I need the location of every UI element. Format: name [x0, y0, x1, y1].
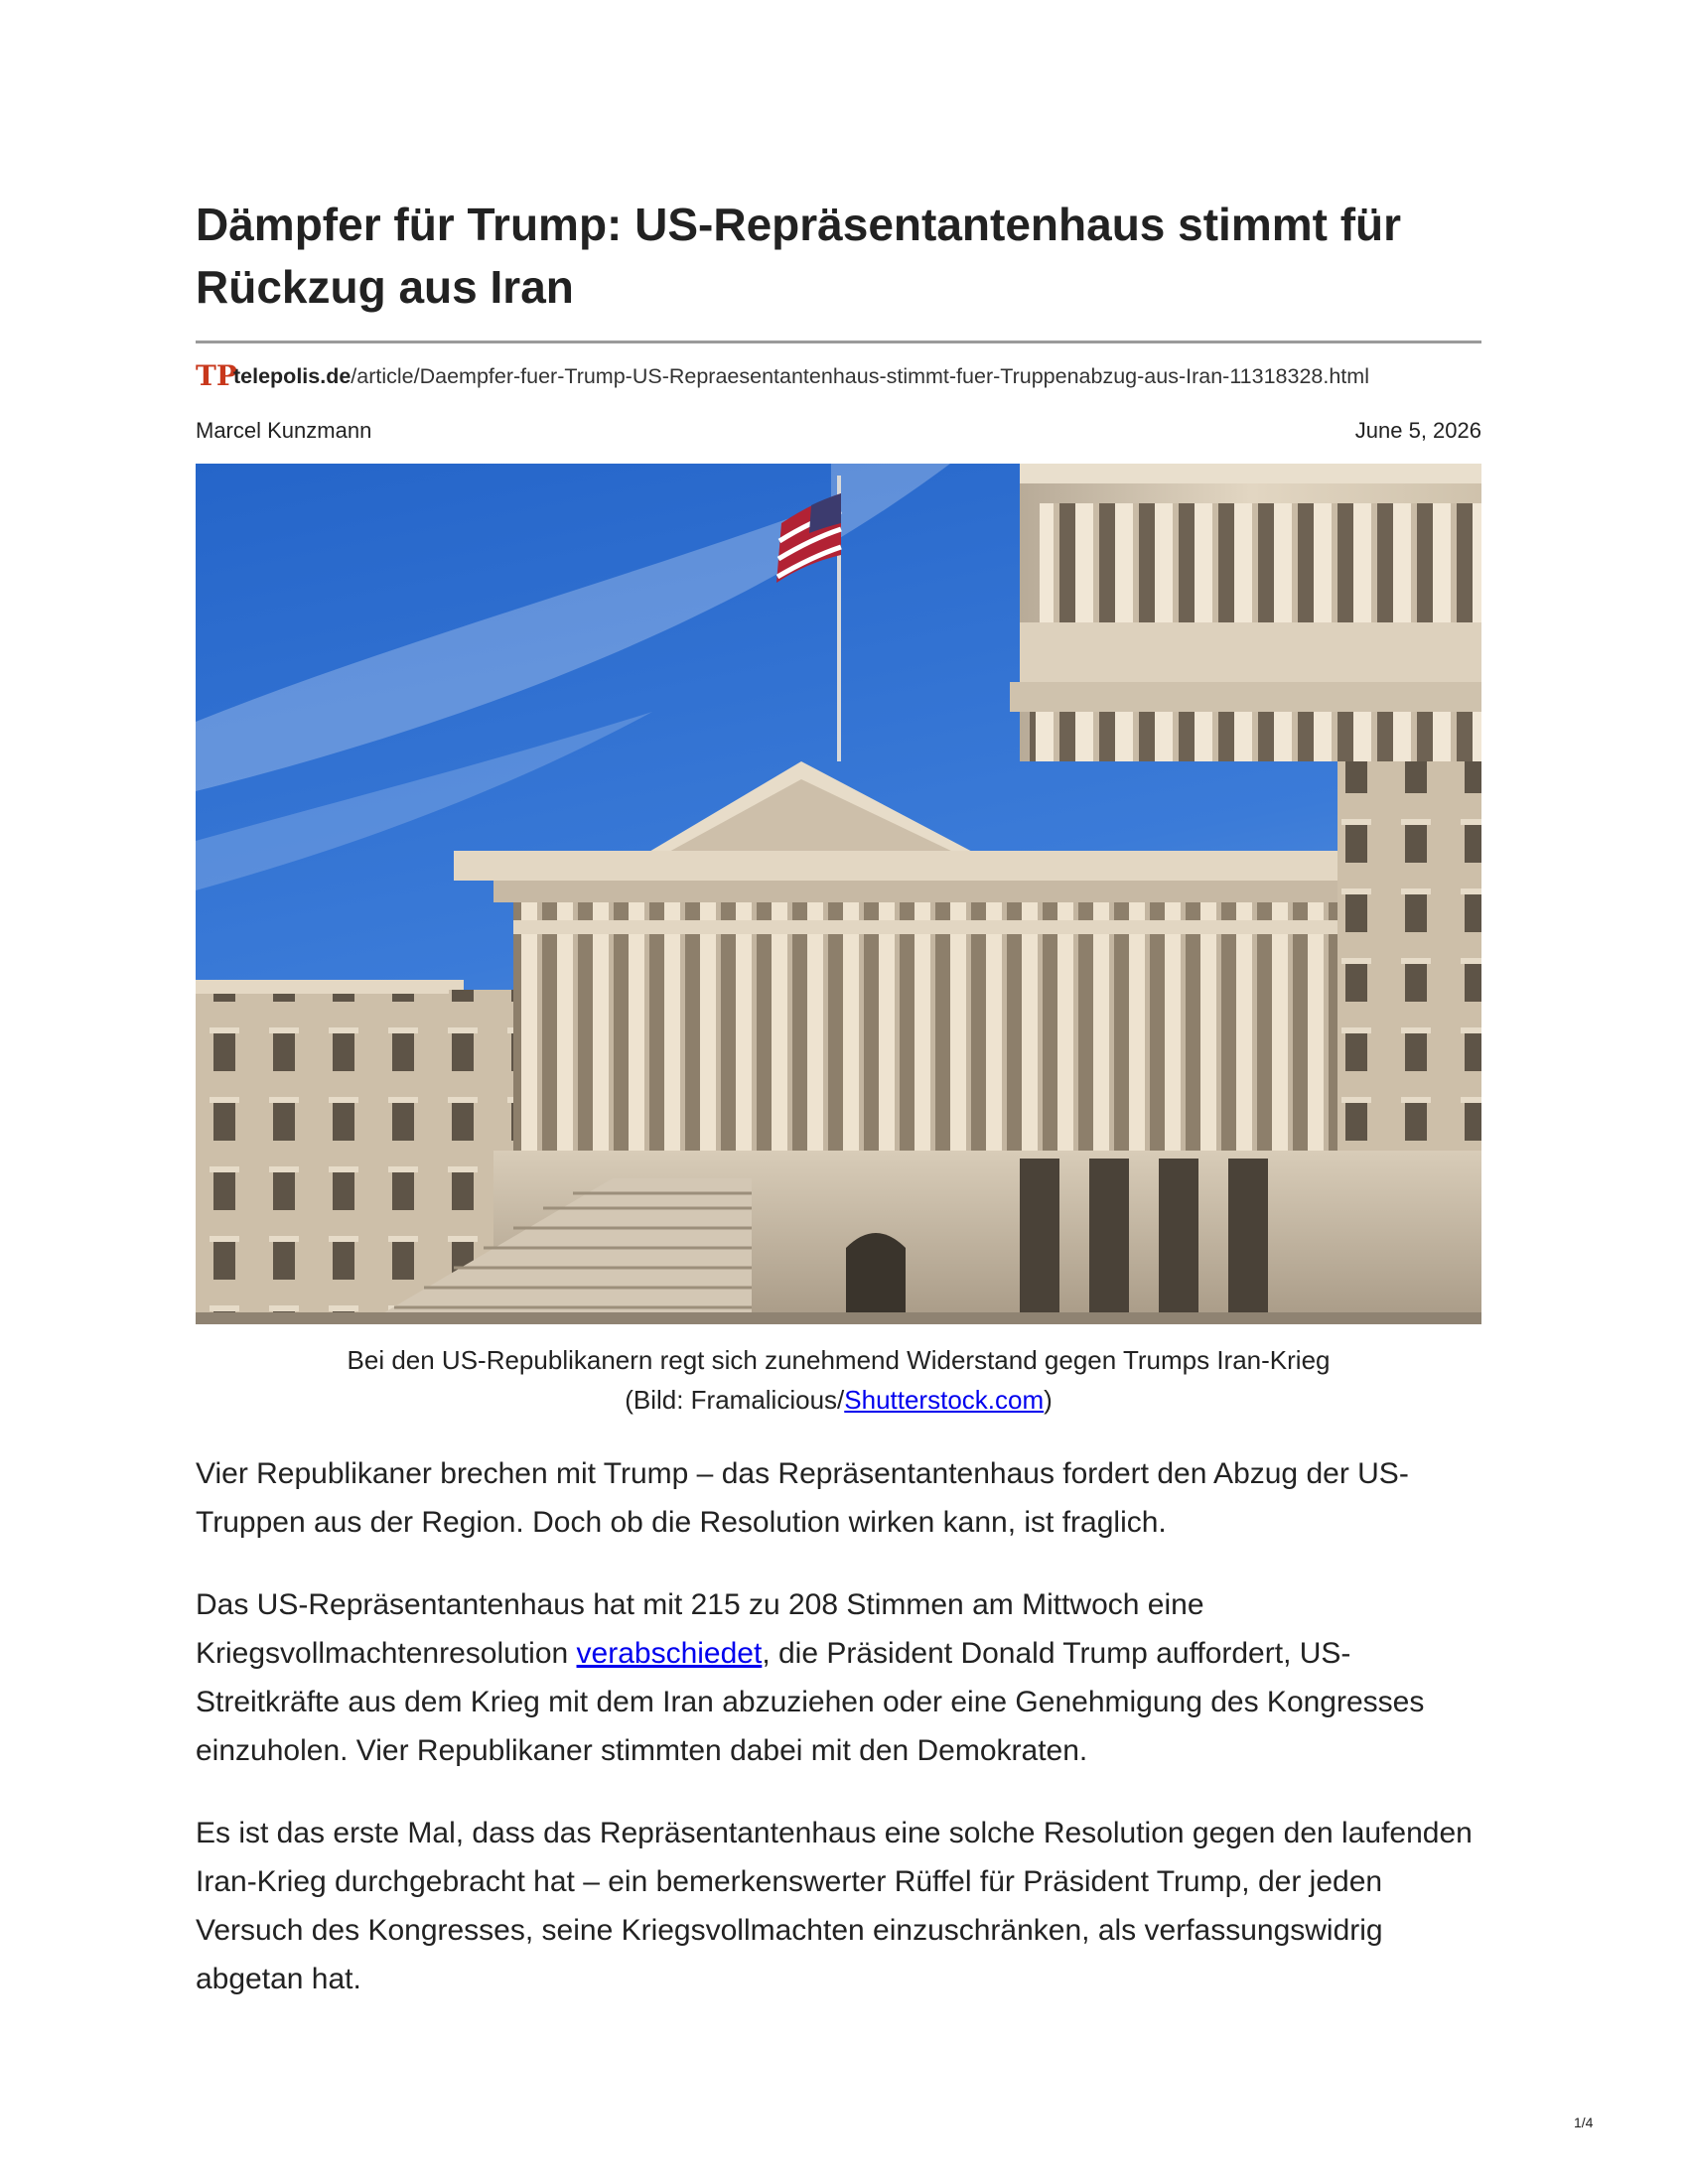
source-path[interactable]: /article/Daempfer-fuer-Trump-US-Repraesentantenhaus-stimmt-fuer-Truppenabzug-aus-Iran-11318328.html — [351, 364, 1369, 388]
article-title: Dämpfer für Trump: US-Repräsentantenhaus stimmt für Rückzug aus Iran — [196, 199, 1402, 313]
article-paragraph: Es ist das erste Mal, dass das Repräsentantenhaus eine solche Resolution gegen den laufenden Iran-Krieg durchgebracht hat – ein bemerkenswerter Rüffel für Präsident Trump, der jeden Versuch des Kongresses, seine Kriegsvollmachten einzuschränken, als verfassungswidrig abgetan hat. — [196, 1817, 1473, 1995]
article-paragraph: Das US-Repräsentantenhaus hat mit 215 zu 208 Stimmen am Mittwoch eine Kriegsvollmachtenresolution verabschiedet, die Präsident Donald Trump auffordert, US-Streitkräfte aus dem Krieg mit dem Iran abzuziehen oder eine Genehmigung des Kongresses einzuholen. Vier Republikaner stimmten dabei mit den Demokraten. — [196, 1588, 1425, 1767]
author: Marcel Kunzmann — [196, 418, 372, 443]
article — [196, 194, 1481, 2003]
us-capitol-photo — [196, 464, 1481, 1324]
source-line — [196, 359, 1481, 392]
byline — [196, 416, 1481, 446]
image-caption — [196, 1340, 1481, 1420]
svg-text:TP: TP — [196, 359, 237, 392]
title-divider — [196, 341, 1481, 343]
telepolis-logo-icon — [196, 359, 237, 392]
source-domain[interactable]: telepolis.de — [233, 364, 352, 388]
publish-date: June 5, 2026 — [1354, 418, 1481, 443]
page-number: 1/4 — [1574, 2115, 1594, 2130]
article-lead: Vier Republikaner brechen mit Trump – das Repräsentantenhaus fordert den Abzug der US-Truppen aus der Region. Doch ob die Resolution wirken kann, ist fraglich. — [196, 1457, 1409, 1539]
caption-credit: (Bild: Framalicious/Shutterstock.com) — [625, 1385, 1053, 1415]
caption-text: Bei den US-Republikanern regt sich zunehmend Widerstand gegen Trumps Iran-Krieg — [347, 1345, 1331, 1375]
verabschiedet-link[interactable]: verabschiedet — [576, 1637, 763, 1670]
shutterstock-link[interactable]: Shutterstock.com — [844, 1385, 1045, 1415]
